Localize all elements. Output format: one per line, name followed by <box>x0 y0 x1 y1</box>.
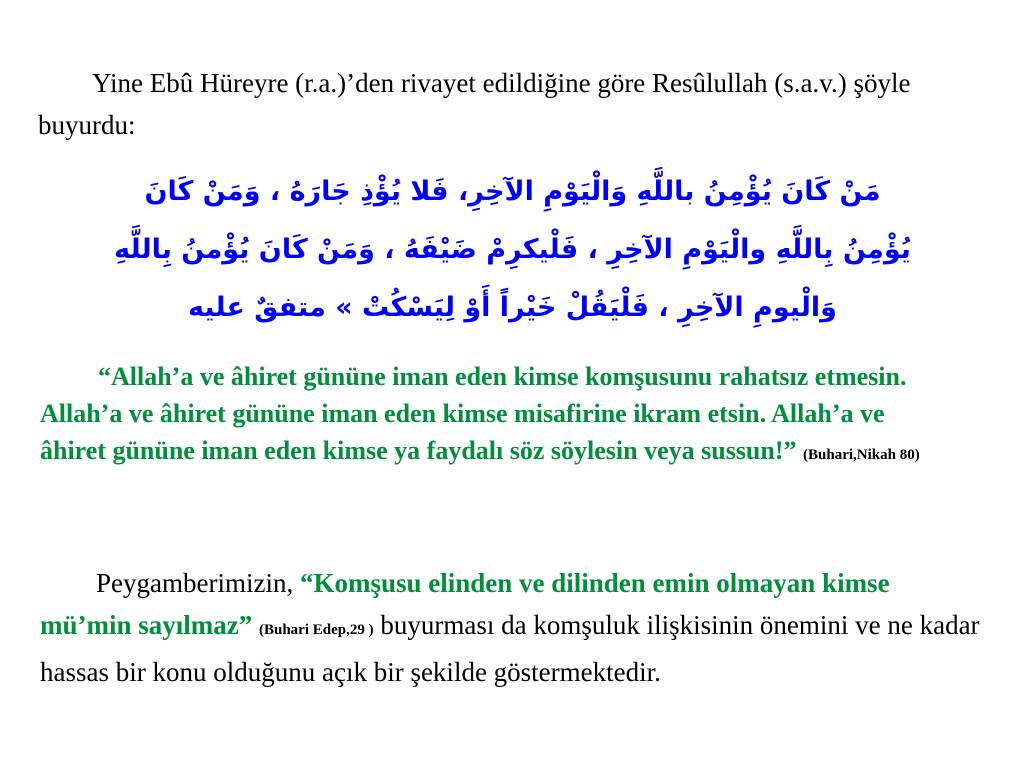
arabic-hadith <box>40 163 985 337</box>
arabic-line-1: مَنْ كَانَ يُؤْمِنُ باللَّهِ وَالْيَوْمِ الآخِرِ، فَلا يُؤْذِ جَارَهُ ، وَمَنْ كَانَ <box>144 176 881 207</box>
hadith-source: (Buhari,Nikah 80) <box>803 447 920 463</box>
intro-paragraph <box>38 62 988 146</box>
closing-source: (Buhari Edep,29 ) <box>259 622 374 638</box>
hadith-quote-text: “Allah’a ve âhiret gününe iman eden kimse komşusunu rahatsız etmesin. Allah’a ve âhiret gününe iman eden kimse misafirine ikram etsin. Allah’a ve âhiret gününe iman eden kimse ya faydalı söz söylesin veya sussun!” <box>40 362 907 465</box>
closing-rest: komşuluk ilişkisinin önemini ve ne kadar hassas bir konu olduğunu açık bir şekilde göstermektedir. <box>40 610 980 687</box>
closing-paragraph <box>40 562 980 693</box>
intro-text: Yine Ebû Hüreyre (r.a.)’den rivayet edildiğine göre Resûlullah (s.a.v.) şöyle buyurdu: <box>38 68 911 140</box>
arabic-line-2: يُؤْمِنُ بِاللَّهِ والْيَوْمِ الآخِرِ ، فَلْيكرِمْ ضَيْفَهُ ، وَمَنْ كَانَ يُؤْمنُ بِاللَّهِ <box>114 234 911 265</box>
closing-quote: “Komşusu elinden ve dilinden emin olmayan kimse mü’min sayılmaz” <box>40 568 890 640</box>
closing-lead: Peygamberimizin, <box>96 568 294 598</box>
closing-mid: buyurması da <box>380 610 527 640</box>
arabic-line-3: وَالْيومِ الآخِرِ ، فَلْيَقُلْ خَيْراً أَوْ لِيَسْكُتْ » متفقٌ عليه <box>188 292 837 323</box>
hadith-translation <box>40 358 940 474</box>
